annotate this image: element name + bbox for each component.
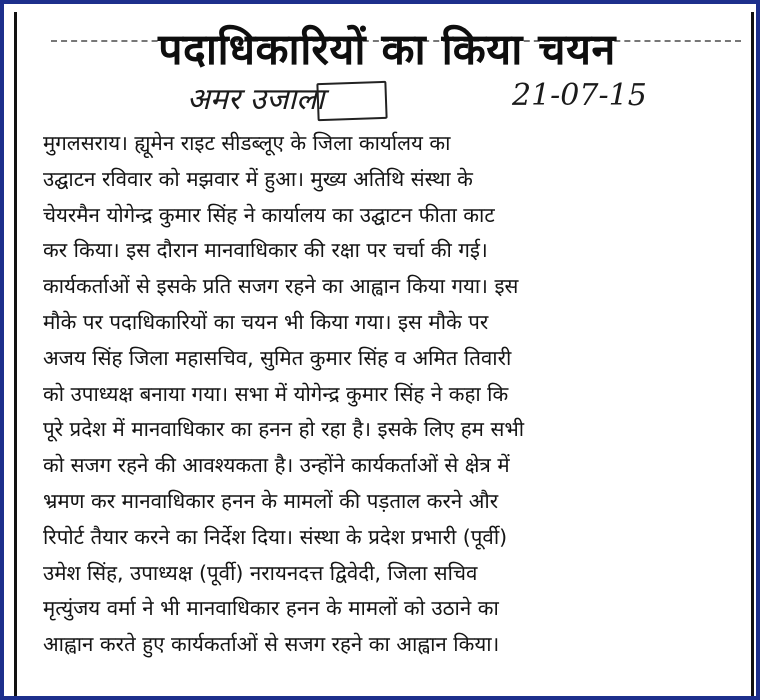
- body-line: भ्रमण कर मानवाधिकार हनन के मामलों की पड़ताल करने और: [43, 488, 499, 513]
- article-body: [43, 126, 751, 663]
- body-line: उद्घाटन रविवार को मझवार में हुआ। मुख्य अतिथि संस्था के: [43, 166, 473, 191]
- handwritten-date: 21-07-15: [512, 78, 647, 113]
- body-line: अजय सिंह जिला महासचिव, सुमित कुमार सिंह व अमित तिवारी: [43, 345, 512, 370]
- handwritten-box-mark: [316, 81, 387, 121]
- body-line: पूरे प्रदेश में मानवाधिकार का हनन हो रहा है। इसके लिए हम सभी: [43, 417, 525, 442]
- body-line: मुगलसराय। ह्यूमेन राइट सीडब्लूए के जिला कार्यालय का: [43, 131, 451, 155]
- handwritten-annotation: [187, 80, 727, 120]
- body-line: आह्वान करते हुए कार्यकर्ताओं से सजग रहने का आह्वान किया।: [43, 632, 500, 657]
- body-line: कर किया। इस दौरान मानवाधिकार की रक्षा पर चर्चा की गई।: [43, 238, 488, 263]
- handwritten-paper-name: अमर उजाला: [187, 82, 325, 117]
- body-line: रिपोर्ट तैयार करने का निर्देश दिया। संस्था के प्रदेश प्रभारी (पूर्वी): [43, 524, 508, 549]
- body-line: मृत्युंजय वर्मा ने भी मानवाधिकार हनन के मामलों को उठाने का: [43, 596, 499, 621]
- newspaper-clipping: [14, 12, 754, 696]
- body-line: चेयरमैन योगेन्द्र कुमार सिंह ने कार्यालय का उद्घाटन फीता काट: [43, 202, 495, 227]
- body-line: मौके पर पदाधिकारियों का चयन भी किया गया। इस मौके पर: [43, 309, 489, 334]
- headline: पदाधिकारियों का किया चयन: [158, 25, 616, 75]
- body-line: कार्यकर्ताओं से इसके प्रति सजग रहने का आह्वान किया गया। इस: [43, 274, 519, 299]
- body-line: को उपाध्यक्ष बनाया गया। सभा में योगेन्द्र कुमार सिंह ने कहा कि: [43, 381, 509, 406]
- body-line: उमेश सिंह, उपाध्यक्ष (पूर्वी) नरायनदत्त द्विवेदी, जिला सचिव: [43, 560, 478, 585]
- body-line: को सजग रहने की आवश्यकता है। उन्होंने कार्यकर्ताओं से क्षेत्र में: [43, 453, 510, 478]
